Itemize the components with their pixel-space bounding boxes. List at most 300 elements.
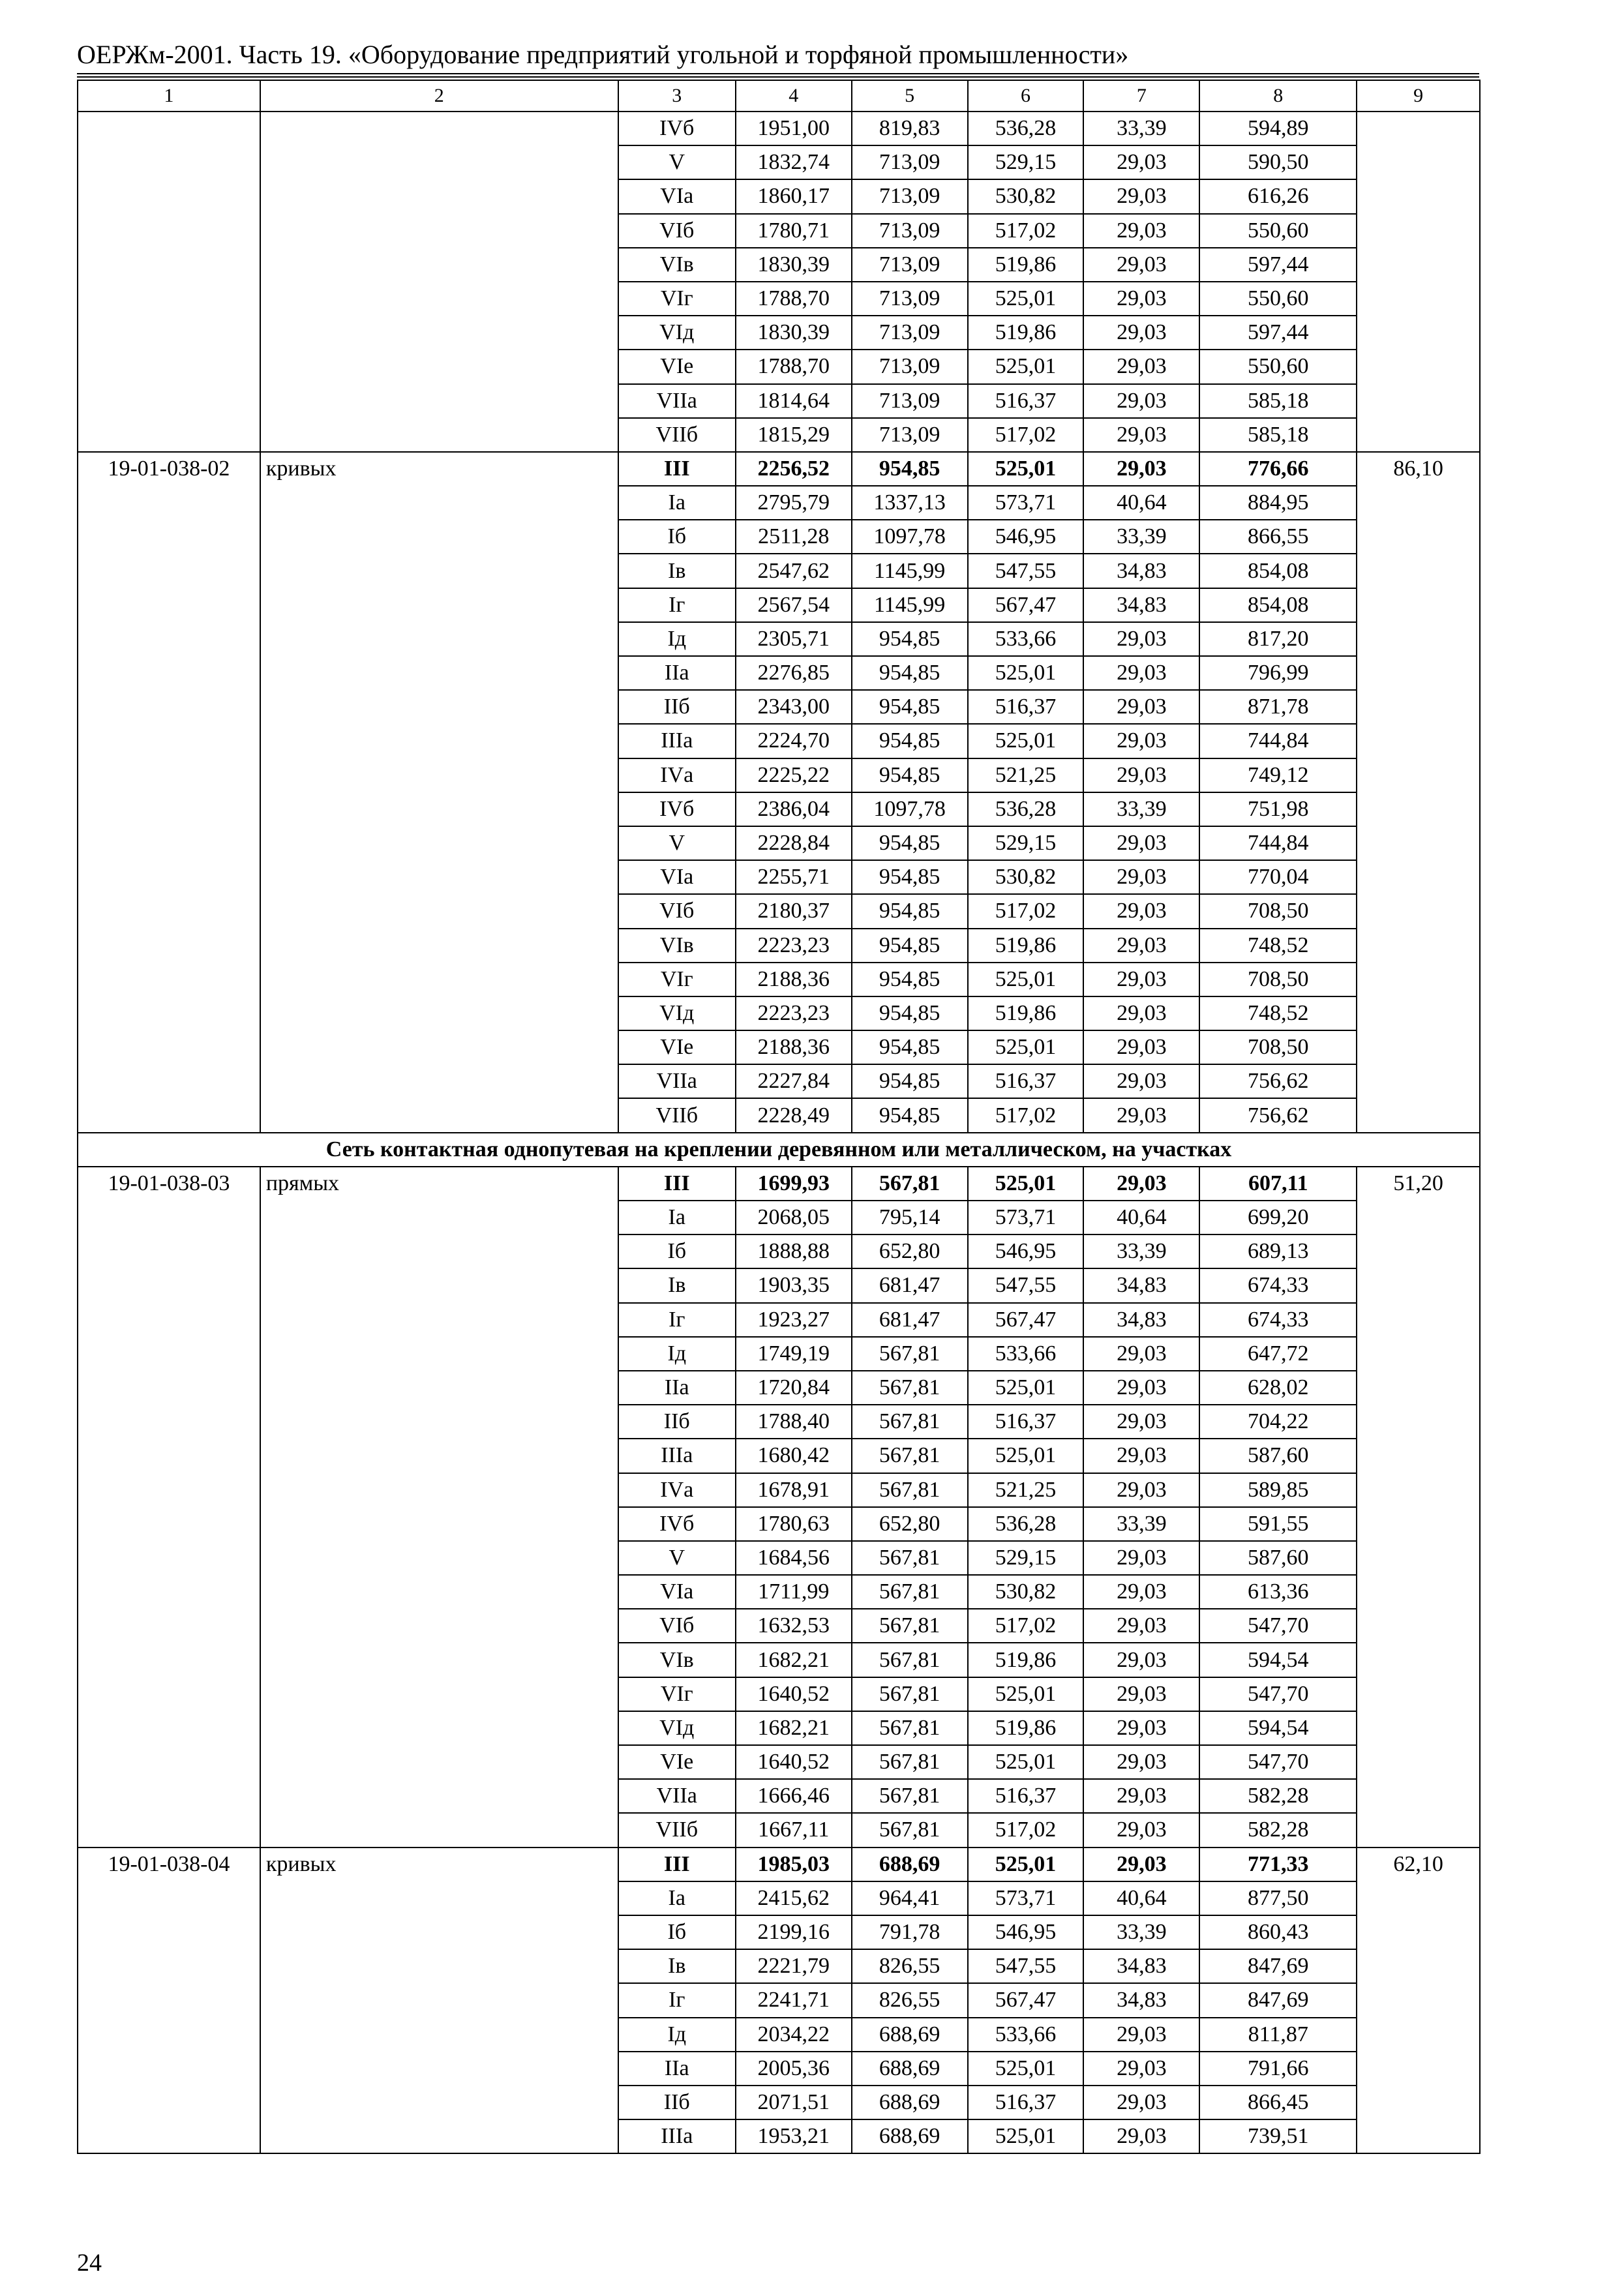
machine-cost: 536,28 — [968, 1507, 1084, 1541]
materials-cost: 616,26 — [1199, 179, 1357, 213]
machine-cost: 519,86 — [968, 1711, 1084, 1745]
machinist-wages: 29,03 — [1083, 1779, 1199, 1813]
zone-code: VIIа — [618, 384, 736, 418]
machinist-wages: 29,03 — [1083, 384, 1199, 418]
machine-cost: 517,02 — [968, 214, 1084, 248]
materials-cost: 589,85 — [1199, 1473, 1357, 1507]
zone-code: IIа — [618, 656, 736, 690]
zone-code: V — [618, 826, 736, 860]
zone-code: III — [618, 452, 736, 486]
labor-cost: 86,10 — [1357, 452, 1480, 1133]
zone-code: VIб — [618, 894, 736, 928]
total-cost: 1780,71 — [736, 214, 852, 248]
zone-code: Iд — [618, 2018, 736, 2052]
zone-code: Iб — [618, 520, 736, 554]
zone-code: Iа — [618, 486, 736, 520]
wages: 713,09 — [852, 282, 968, 316]
machinist-wages: 29,03 — [1083, 1745, 1199, 1779]
machinist-wages: 29,03 — [1083, 1711, 1199, 1745]
zone-code: Iв — [618, 554, 736, 588]
zone-code: IIб — [618, 2086, 736, 2119]
machine-cost: 567,47 — [968, 588, 1084, 622]
wages: 567,81 — [852, 1541, 968, 1575]
total-cost: 2071,51 — [736, 2086, 852, 2119]
machinist-wages: 33,39 — [1083, 1507, 1199, 1541]
wages: 567,81 — [852, 1745, 968, 1779]
wages: 954,85 — [852, 724, 968, 758]
zone-code: VIв — [618, 248, 736, 282]
total-cost: 2386,04 — [736, 792, 852, 826]
zone-code: VIг — [618, 963, 736, 996]
materials-cost: 708,50 — [1199, 1030, 1357, 1064]
total-cost: 2225,22 — [736, 758, 852, 792]
machinist-wages: 29,03 — [1083, 894, 1199, 928]
wages: 688,69 — [852, 2052, 968, 2086]
machine-cost: 516,37 — [968, 1064, 1084, 1098]
total-cost: 2034,22 — [736, 2018, 852, 2052]
zone-code: Iг — [618, 1303, 736, 1337]
machinist-wages: 29,03 — [1083, 963, 1199, 996]
total-cost: 1923,27 — [736, 1303, 852, 1337]
materials-cost: 613,36 — [1199, 1575, 1357, 1609]
materials-cost: 871,78 — [1199, 690, 1357, 724]
materials-cost: 744,84 — [1199, 826, 1357, 860]
machine-cost: 517,02 — [968, 894, 1084, 928]
machinist-wages: 29,03 — [1083, 2018, 1199, 2052]
materials-cost: 594,54 — [1199, 1711, 1357, 1745]
wages: 567,81 — [852, 1779, 968, 1813]
materials-cost: 811,87 — [1199, 2018, 1357, 2052]
zone-code: IVа — [618, 1473, 736, 1507]
materials-cost: 877,50 — [1199, 1881, 1357, 1915]
zone-code: Iд — [618, 1337, 736, 1371]
zone-code: VIб — [618, 1609, 736, 1643]
machinist-wages: 29,03 — [1083, 656, 1199, 690]
wages: 1145,99 — [852, 554, 968, 588]
header-rule — [77, 73, 1479, 78]
zone-code: IVб — [618, 1507, 736, 1541]
materials-cost: 847,69 — [1199, 1983, 1357, 2017]
machinist-wages: 29,03 — [1083, 690, 1199, 724]
materials-cost: 866,55 — [1199, 520, 1357, 554]
total-cost: 2199,16 — [736, 1915, 852, 1949]
wages: 954,85 — [852, 860, 968, 894]
zone-code: IIIа — [618, 724, 736, 758]
total-cost: 1832,74 — [736, 145, 852, 179]
materials-cost: 699,20 — [1199, 1201, 1357, 1234]
total-cost: 2227,84 — [736, 1064, 852, 1098]
item-name: кривых — [260, 1848, 618, 2154]
machine-cost: 525,01 — [968, 2052, 1084, 2086]
machine-cost: 530,82 — [968, 860, 1084, 894]
materials-cost: 587,60 — [1199, 1439, 1357, 1473]
total-cost: 1788,70 — [736, 282, 852, 316]
wages: 567,81 — [852, 1405, 968, 1439]
total-cost: 1682,21 — [736, 1643, 852, 1677]
zone-code: Iа — [618, 1201, 736, 1234]
total-cost: 1780,63 — [736, 1507, 852, 1541]
total-cost: 2567,54 — [736, 588, 852, 622]
total-cost: 1830,39 — [736, 316, 852, 350]
total-cost: 1814,64 — [736, 384, 852, 418]
total-cost: 1815,29 — [736, 418, 852, 452]
zone-code: VIг — [618, 1677, 736, 1711]
machine-cost: 521,25 — [968, 758, 1084, 792]
machinist-wages: 29,03 — [1083, 996, 1199, 1030]
materials-cost: 585,18 — [1199, 384, 1357, 418]
zone-code: VIд — [618, 1711, 736, 1745]
column-number: 3 — [618, 80, 736, 112]
total-cost: 2068,05 — [736, 1201, 852, 1234]
total-cost: 2256,52 — [736, 452, 852, 486]
wages: 826,55 — [852, 1949, 968, 1983]
wages: 954,85 — [852, 758, 968, 792]
materials-cost: 756,62 — [1199, 1098, 1357, 1132]
machinist-wages: 29,03 — [1083, 622, 1199, 656]
total-cost: 2305,71 — [736, 622, 852, 656]
item-code: 19-01-038-03 — [78, 1167, 260, 1848]
materials-cost: 689,13 — [1199, 1234, 1357, 1268]
machinist-wages: 29,03 — [1083, 179, 1199, 213]
table-row — [78, 1167, 1480, 1201]
wages: 567,81 — [852, 1643, 968, 1677]
machinist-wages: 29,03 — [1083, 724, 1199, 758]
machine-cost: 536,28 — [968, 112, 1084, 145]
zone-code: IVб — [618, 792, 736, 826]
materials-cost: 748,52 — [1199, 929, 1357, 963]
total-cost: 1684,56 — [736, 1541, 852, 1575]
wages: 791,78 — [852, 1915, 968, 1949]
zone-code: III — [618, 1848, 736, 1881]
machinist-wages: 29,03 — [1083, 1030, 1199, 1064]
zone-code: Iд — [618, 622, 736, 656]
machine-cost: 533,66 — [968, 1337, 1084, 1371]
total-cost: 2188,36 — [736, 963, 852, 996]
machine-cost: 533,66 — [968, 2018, 1084, 2052]
materials-cost: 751,98 — [1199, 792, 1357, 826]
machinist-wages: 29,03 — [1083, 1848, 1199, 1881]
column-numbers-row — [78, 80, 1480, 112]
machine-cost: 519,86 — [968, 248, 1084, 282]
zone-code: VIIб — [618, 1813, 736, 1847]
machinist-wages: 29,03 — [1083, 1473, 1199, 1507]
machine-cost: 573,71 — [968, 1881, 1084, 1915]
machinist-wages: 33,39 — [1083, 1915, 1199, 1949]
wages: 713,09 — [852, 179, 968, 213]
materials-cost: 590,50 — [1199, 145, 1357, 179]
materials-cost: 884,95 — [1199, 486, 1357, 520]
wages: 954,85 — [852, 452, 968, 486]
machine-cost: 546,95 — [968, 1234, 1084, 1268]
materials-cost: 628,02 — [1199, 1371, 1357, 1405]
materials-cost: 854,08 — [1199, 554, 1357, 588]
machine-cost: 516,37 — [968, 384, 1084, 418]
total-cost: 1667,11 — [736, 1813, 852, 1847]
machinist-wages: 34,83 — [1083, 1268, 1199, 1302]
machinist-wages: 29,03 — [1083, 1337, 1199, 1371]
machine-cost: 529,15 — [968, 145, 1084, 179]
wages: 1097,78 — [852, 520, 968, 554]
machinist-wages: 29,03 — [1083, 2052, 1199, 2086]
machinist-wages: 29,03 — [1083, 1813, 1199, 1847]
zone-code: IIб — [618, 1405, 736, 1439]
item-name: прямых — [260, 1167, 618, 1848]
wages: 652,80 — [852, 1234, 968, 1268]
total-cost: 1632,53 — [736, 1609, 852, 1643]
machine-cost: 525,01 — [968, 1439, 1084, 1473]
machinist-wages: 34,83 — [1083, 1303, 1199, 1337]
machine-cost: 516,37 — [968, 2086, 1084, 2119]
machine-cost: 525,01 — [968, 1371, 1084, 1405]
item-code — [78, 112, 260, 452]
machinist-wages: 29,03 — [1083, 1098, 1199, 1132]
wages: 954,85 — [852, 656, 968, 690]
machine-cost: 573,71 — [968, 486, 1084, 520]
materials-cost: 674,33 — [1199, 1303, 1357, 1337]
zone-code: VIIб — [618, 1098, 736, 1132]
wages: 954,85 — [852, 894, 968, 928]
machinist-wages: 29,03 — [1083, 1541, 1199, 1575]
total-cost: 1788,40 — [736, 1405, 852, 1439]
wages: 567,81 — [852, 1371, 968, 1405]
materials-cost: 748,52 — [1199, 996, 1357, 1030]
total-cost: 1953,21 — [736, 2119, 852, 2153]
machinist-wages: 29,03 — [1083, 1371, 1199, 1405]
wages: 567,81 — [852, 1575, 968, 1609]
materials-cost: 582,28 — [1199, 1779, 1357, 1813]
wages: 688,69 — [852, 2119, 968, 2153]
materials-cost: 550,60 — [1199, 214, 1357, 248]
machine-cost: 525,01 — [968, 656, 1084, 690]
machinist-wages: 29,03 — [1083, 1064, 1199, 1098]
total-cost: 1788,70 — [736, 350, 852, 383]
materials-cost: 756,62 — [1199, 1064, 1357, 1098]
item-code: 19-01-038-02 — [78, 452, 260, 1133]
materials-cost: 607,11 — [1199, 1167, 1357, 1201]
machine-cost: 517,02 — [968, 1609, 1084, 1643]
machine-cost: 530,82 — [968, 179, 1084, 213]
materials-cost: 547,70 — [1199, 1745, 1357, 1779]
total-cost: 1951,00 — [736, 112, 852, 145]
materials-cost: 847,69 — [1199, 1949, 1357, 1983]
materials-cost: 739,51 — [1199, 2119, 1357, 2153]
machine-cost: 525,01 — [968, 1745, 1084, 1779]
machinist-wages: 29,03 — [1083, 145, 1199, 179]
labor-cost: 62,10 — [1357, 1848, 1480, 2154]
total-cost: 2005,36 — [736, 2052, 852, 2086]
wages: 688,69 — [852, 2018, 968, 2052]
wages: 713,09 — [852, 384, 968, 418]
machine-cost: 517,02 — [968, 418, 1084, 452]
zone-code: IVа — [618, 758, 736, 792]
total-cost: 2241,71 — [736, 1983, 852, 2017]
wages: 567,81 — [852, 1609, 968, 1643]
zone-code: III — [618, 1167, 736, 1201]
materials-cost: 597,44 — [1199, 248, 1357, 282]
machinist-wages: 29,03 — [1083, 1167, 1199, 1201]
total-cost: 1678,91 — [736, 1473, 852, 1507]
machine-cost: 546,95 — [968, 1915, 1084, 1949]
total-cost: 2547,62 — [736, 554, 852, 588]
zone-code: IIIа — [618, 2119, 736, 2153]
wages: 567,81 — [852, 1677, 968, 1711]
zone-code: VIб — [618, 214, 736, 248]
wages: 567,81 — [852, 1439, 968, 1473]
machine-cost: 521,25 — [968, 1473, 1084, 1507]
total-cost: 2224,70 — [736, 724, 852, 758]
total-cost: 2255,71 — [736, 860, 852, 894]
total-cost: 2180,37 — [736, 894, 852, 928]
total-cost: 2223,23 — [736, 929, 852, 963]
item-name — [260, 112, 618, 452]
wages: 713,09 — [852, 145, 968, 179]
materials-cost: 744,84 — [1199, 724, 1357, 758]
machinist-wages: 29,03 — [1083, 282, 1199, 316]
machine-cost: 525,01 — [968, 724, 1084, 758]
wages: 713,09 — [852, 214, 968, 248]
zone-code: Iг — [618, 588, 736, 622]
total-cost: 2221,79 — [736, 1949, 852, 1983]
column-number: 7 — [1083, 80, 1199, 112]
wages: 954,85 — [852, 996, 968, 1030]
wages: 819,83 — [852, 112, 968, 145]
machine-cost: 516,37 — [968, 690, 1084, 724]
machinist-wages: 34,83 — [1083, 1983, 1199, 2017]
zone-code: VIа — [618, 179, 736, 213]
machine-cost: 517,02 — [968, 1098, 1084, 1132]
page-header: ОЕРЖм-2001. Часть 19. «Оборудование предприятий угольной и торфяной промышленности» — [77, 40, 1129, 69]
materials-cost: 550,60 — [1199, 282, 1357, 316]
wages: 713,09 — [852, 418, 968, 452]
zone-code: Iб — [618, 1234, 736, 1268]
wages: 567,81 — [852, 1167, 968, 1201]
total-cost: 2188,36 — [736, 1030, 852, 1064]
machine-cost: 517,02 — [968, 1813, 1084, 1847]
machinist-wages: 29,03 — [1083, 2119, 1199, 2153]
machinist-wages: 33,39 — [1083, 520, 1199, 554]
machine-cost: 516,37 — [968, 1779, 1084, 1813]
machine-cost: 547,55 — [968, 1949, 1084, 1983]
wages: 1097,78 — [852, 792, 968, 826]
materials-cost: 587,60 — [1199, 1541, 1357, 1575]
materials-cost: 594,54 — [1199, 1643, 1357, 1677]
machine-cost: 519,86 — [968, 1643, 1084, 1677]
machine-cost: 547,55 — [968, 1268, 1084, 1302]
materials-cost: 674,33 — [1199, 1268, 1357, 1302]
machinist-wages: 29,03 — [1083, 418, 1199, 452]
machinist-wages: 29,03 — [1083, 1405, 1199, 1439]
total-cost: 2228,49 — [736, 1098, 852, 1132]
column-number: 4 — [736, 80, 852, 112]
machinist-wages: 29,03 — [1083, 860, 1199, 894]
zone-code: VIа — [618, 1575, 736, 1609]
total-cost: 1720,84 — [736, 1371, 852, 1405]
wages: 954,85 — [852, 622, 968, 656]
machinist-wages: 29,03 — [1083, 1609, 1199, 1643]
wages: 954,85 — [852, 826, 968, 860]
machinist-wages: 33,39 — [1083, 1234, 1199, 1268]
machine-cost: 525,01 — [968, 1677, 1084, 1711]
machinist-wages: 34,83 — [1083, 1949, 1199, 1983]
machine-cost: 573,71 — [968, 1201, 1084, 1234]
zone-code: IIа — [618, 2052, 736, 2086]
machine-cost: 525,01 — [968, 452, 1084, 486]
materials-cost: 582,28 — [1199, 1813, 1357, 1847]
total-cost: 1860,17 — [736, 179, 852, 213]
materials-cost: 708,50 — [1199, 963, 1357, 996]
wages: 826,55 — [852, 1983, 968, 2017]
machinist-wages: 40,64 — [1083, 1201, 1199, 1234]
total-cost: 2511,28 — [736, 520, 852, 554]
machine-cost: 530,82 — [968, 1575, 1084, 1609]
machinist-wages: 29,03 — [1083, 248, 1199, 282]
machine-cost: 567,47 — [968, 1303, 1084, 1337]
materials-cost: 550,60 — [1199, 350, 1357, 383]
wages: 954,85 — [852, 929, 968, 963]
machinist-wages: 29,03 — [1083, 1677, 1199, 1711]
materials-cost: 591,55 — [1199, 1507, 1357, 1541]
machine-cost: 525,01 — [968, 1167, 1084, 1201]
machine-cost: 519,86 — [968, 316, 1084, 350]
materials-cost: 708,50 — [1199, 894, 1357, 928]
machine-cost: 525,01 — [968, 350, 1084, 383]
total-cost: 1749,19 — [736, 1337, 852, 1371]
zone-code: Iа — [618, 1881, 736, 1915]
materials-cost: 866,45 — [1199, 2086, 1357, 2119]
machinist-wages: 33,39 — [1083, 112, 1199, 145]
machine-cost: 516,37 — [968, 1405, 1084, 1439]
wages: 688,69 — [852, 1848, 968, 1881]
wages: 713,09 — [852, 350, 968, 383]
machinist-wages: 34,83 — [1083, 588, 1199, 622]
wages: 954,85 — [852, 690, 968, 724]
materials-cost: 547,70 — [1199, 1677, 1357, 1711]
table-row — [78, 112, 1480, 145]
machinist-wages: 29,03 — [1083, 1439, 1199, 1473]
wages: 795,14 — [852, 1201, 968, 1234]
zone-code: VIIа — [618, 1064, 736, 1098]
machinist-wages: 34,83 — [1083, 554, 1199, 588]
zone-code: VIв — [618, 929, 736, 963]
wages: 1145,99 — [852, 588, 968, 622]
zone-code: Iв — [618, 1268, 736, 1302]
wages: 713,09 — [852, 316, 968, 350]
total-cost: 1680,42 — [736, 1439, 852, 1473]
materials-cost: 854,08 — [1199, 588, 1357, 622]
wages: 954,85 — [852, 1064, 968, 1098]
table-row — [78, 1848, 1480, 1881]
zone-code: VIв — [618, 1643, 736, 1677]
total-cost: 1640,52 — [736, 1745, 852, 1779]
materials-cost: 796,99 — [1199, 656, 1357, 690]
wages: 964,41 — [852, 1881, 968, 1915]
wages: 954,85 — [852, 963, 968, 996]
zone-code: VIд — [618, 996, 736, 1030]
machinist-wages: 40,64 — [1083, 486, 1199, 520]
machine-cost: 536,28 — [968, 792, 1084, 826]
wages: 681,47 — [852, 1303, 968, 1337]
total-cost: 1699,93 — [736, 1167, 852, 1201]
wages: 954,85 — [852, 1030, 968, 1064]
wages: 567,81 — [852, 1337, 968, 1371]
table-body — [78, 80, 1480, 2153]
zone-code: VIе — [618, 350, 736, 383]
machinist-wages: 29,03 — [1083, 826, 1199, 860]
zone-code: V — [618, 145, 736, 179]
column-number: 8 — [1199, 80, 1357, 112]
materials-cost: 817,20 — [1199, 622, 1357, 656]
zone-code: IVб — [618, 112, 736, 145]
